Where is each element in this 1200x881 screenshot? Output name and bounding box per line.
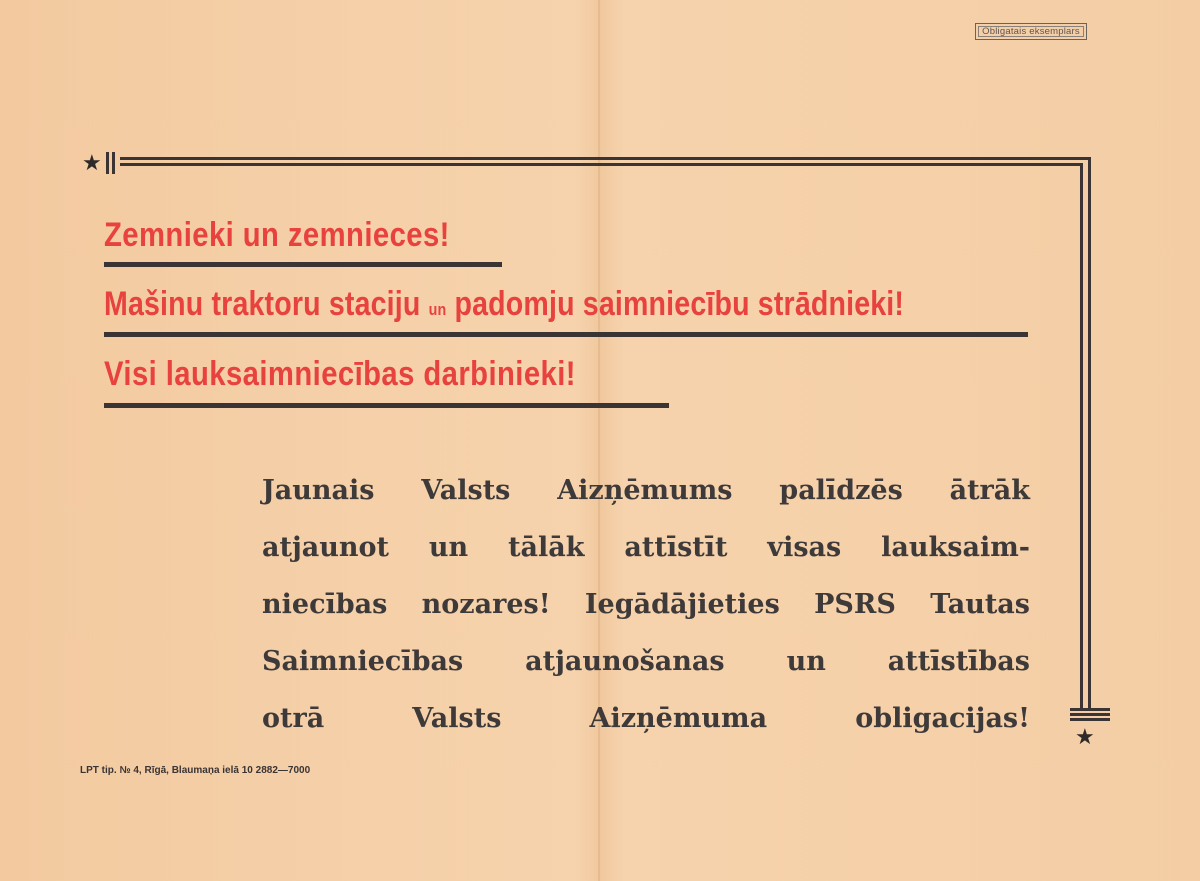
body-line: Jaunais Valsts Aizņēmums palīdzēs ātrāk	[262, 475, 1030, 506]
center-fold	[598, 0, 600, 881]
frame-bottom-cap-2	[1070, 713, 1110, 716]
headline-underline-2	[104, 332, 1028, 337]
appeal-body-text	[262, 462, 1030, 747]
printer-imprint: LPT tip. № 4, Rīgā, Blaumaņa ielā 10 2882—7000	[80, 765, 311, 776]
frame-top-line-outer	[120, 157, 1088, 160]
star-icon: ★	[82, 151, 102, 176]
headline-agricultural-workers: Visi lauksaimniecības darbinieki!	[104, 355, 576, 393]
headline-workers-conjunction: un	[428, 300, 447, 319]
headline-workers-part-a: Mašinu traktoru staciju	[104, 285, 421, 323]
frame-left-cap-2	[112, 152, 115, 174]
body-line: otrā Valsts Aizņēmuma obligacijas!	[262, 703, 1030, 734]
body-line: niecības nozares! Iegādājieties PSRS Tautas	[262, 589, 1030, 620]
frame-right-line-outer	[1088, 157, 1091, 709]
headline-peasants: Zemnieki un zemnieces!	[104, 216, 450, 254]
body-line: Saimniecības atjaunošanas un attīstības	[262, 646, 1030, 677]
frame-top-line-inner	[120, 163, 1080, 166]
headline-underline-1	[104, 262, 502, 267]
frame-bottom-cap	[1070, 708, 1110, 711]
body-line: atjaunot un tālāk attīstīt visas lauksaim-	[262, 532, 1030, 563]
headline-workers	[104, 285, 904, 324]
headline-workers-part-b: padomju saimniecību strādnieki!	[454, 285, 905, 323]
archive-stamp: Obligatais eksemplars	[975, 23, 1087, 40]
headline-underline-3	[104, 403, 669, 408]
frame-right-line-inner	[1080, 163, 1083, 709]
frame-left-cap	[106, 152, 109, 174]
frame-bottom-cap-3	[1070, 718, 1110, 721]
star-icon: ★	[1075, 725, 1095, 750]
